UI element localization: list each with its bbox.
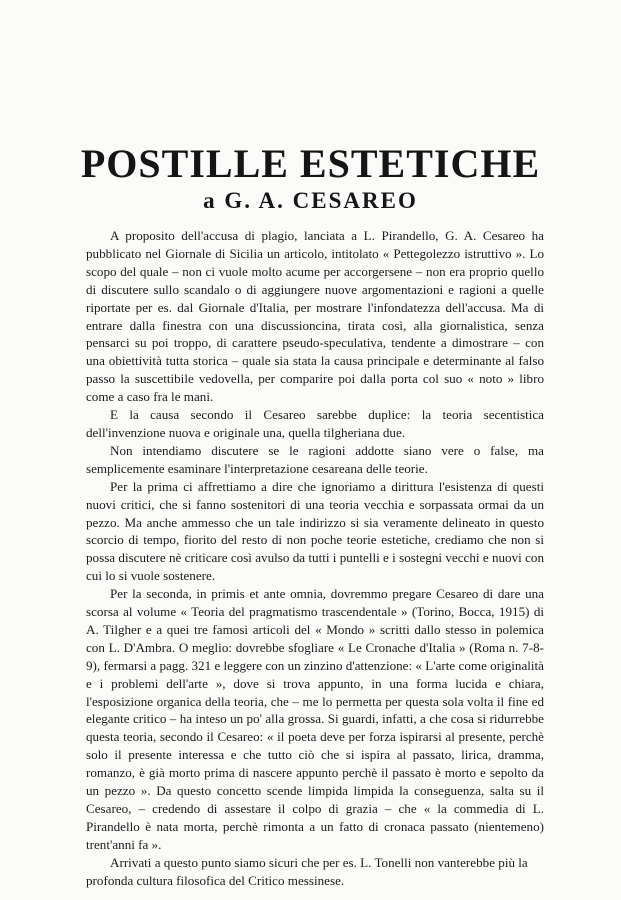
paragraph: Non intendiamo discutere se le ragioni addotte siano vere o false, ma semplicemente esaminare l'interpretazione cesareana delle teorie. [86, 442, 544, 476]
article-body [86, 227, 544, 890]
article-title: POSTILLE ESTETICHE [80, 141, 541, 186]
paragraph: Arrivati a questo punto siamo sicuri che per es. L. Tonelli non vanterebbe più la profonda cultura filosofica del Critico messinese. [86, 854, 528, 888]
article-subtitle: a G. A. CESAREO [203, 188, 418, 213]
paragraph: Per la prima ci affrettiamo a dire che ignoriamo a dirittura l'esistenza di questi nuovi critici, che si fanno sostenitori di una teoria vecchia e sorpassata ormai da un pezzo. Ma anche ammesso che un tale indirizzo si sia veramente delineato in questo scorcio di tempo, fiorito del resto di non poche teorie estetiche, crediamo che non si possa discutere nè criticare così avulso da tutti i puntelli e i sostegni vecchi e nuovi con cui lo si vuole sostenere. [86, 478, 544, 584]
paragraph: E la causa secondo il Cesareo sarebbe duplice: la teoria secentistica dell'invenzione nuova e originale una, quella tilgheriana due. [86, 407, 544, 440]
paragraph: Per la seconda, in primis et ante omnia, dovremmo pregare Cesareo di dare una scorsa al volume « Teoria del pragmatismo trascendentale » (Torino, Bocca, 1915) di A. Tilgher e a quei tre famosi articoli del « Mondo » scritti dallo stesso in polemica con L. D'Ambra. O meglio: dovrebbe sfogliare « Le Cronache d'Italia » (Roma n. 7-8-9), fermarsi a pagg. 321 e leggere con un zinzino d'attenzione: « L'arte come originalità e i problemi dell'arte », dove si trova appunto, in una forma lucida e chiara, l'esposizione organica della teoria, che – me lo permetta per questa sola volta il fine ed elegante critico – ha inteso un po' alla grossa. Si guardi, infatti, a che cosa si ridurrebbe questa teoria, secondo il Cesareo: « il poeta deve per forza ispirarsi al presente, perchè solo il presente interessa e che tutto ciò che si ispira al passato, lirica, dramma, romanzo, è già morto prima di nascere appunto perchè il passato è morto e sepolto da un pezzo ». Da questo concetto scende limpida limpida la conseguenza, salta su il Cesareo, – credendo di assestare il colpo di grazia – che « la commedia di L. Pirandello è nata morta, perchè rimonta a un fatto di cronaca passato (nientemeno) trent'anni fa ». [86, 586, 544, 852]
paragraph: A proposito dell'accusa di plagio, lanciata a L. Pirandello, G. A. Cesareo ha pubblicato nel Giornale di Sicilia un articolo, intitolato « Pettegolezzo istruttivo ». Lo scopo del quale – non ci vuole molto acume per accorgersene – non era proprio quello di discutere sullo scandalo o di aggiungere nuove argomentazioni e ragioni a quelle riportate per es. dal Giornale d'Italia, per mostrare l'infondatezza dell'accusa. Ma di entrare dalla finestra con una discussioncina, tirata così, alla giornalistica, senza pensarci su poi troppo, di carattere pseudo-speculativa, tendente a dimostrare – con una obiettività tutta storica – quale sia stata la causa principale e determinante al falso passo la suscettibile vedovella, per comparire poi dalla porta col suo « noto » libro come a caso fra le mani. [86, 228, 544, 405]
